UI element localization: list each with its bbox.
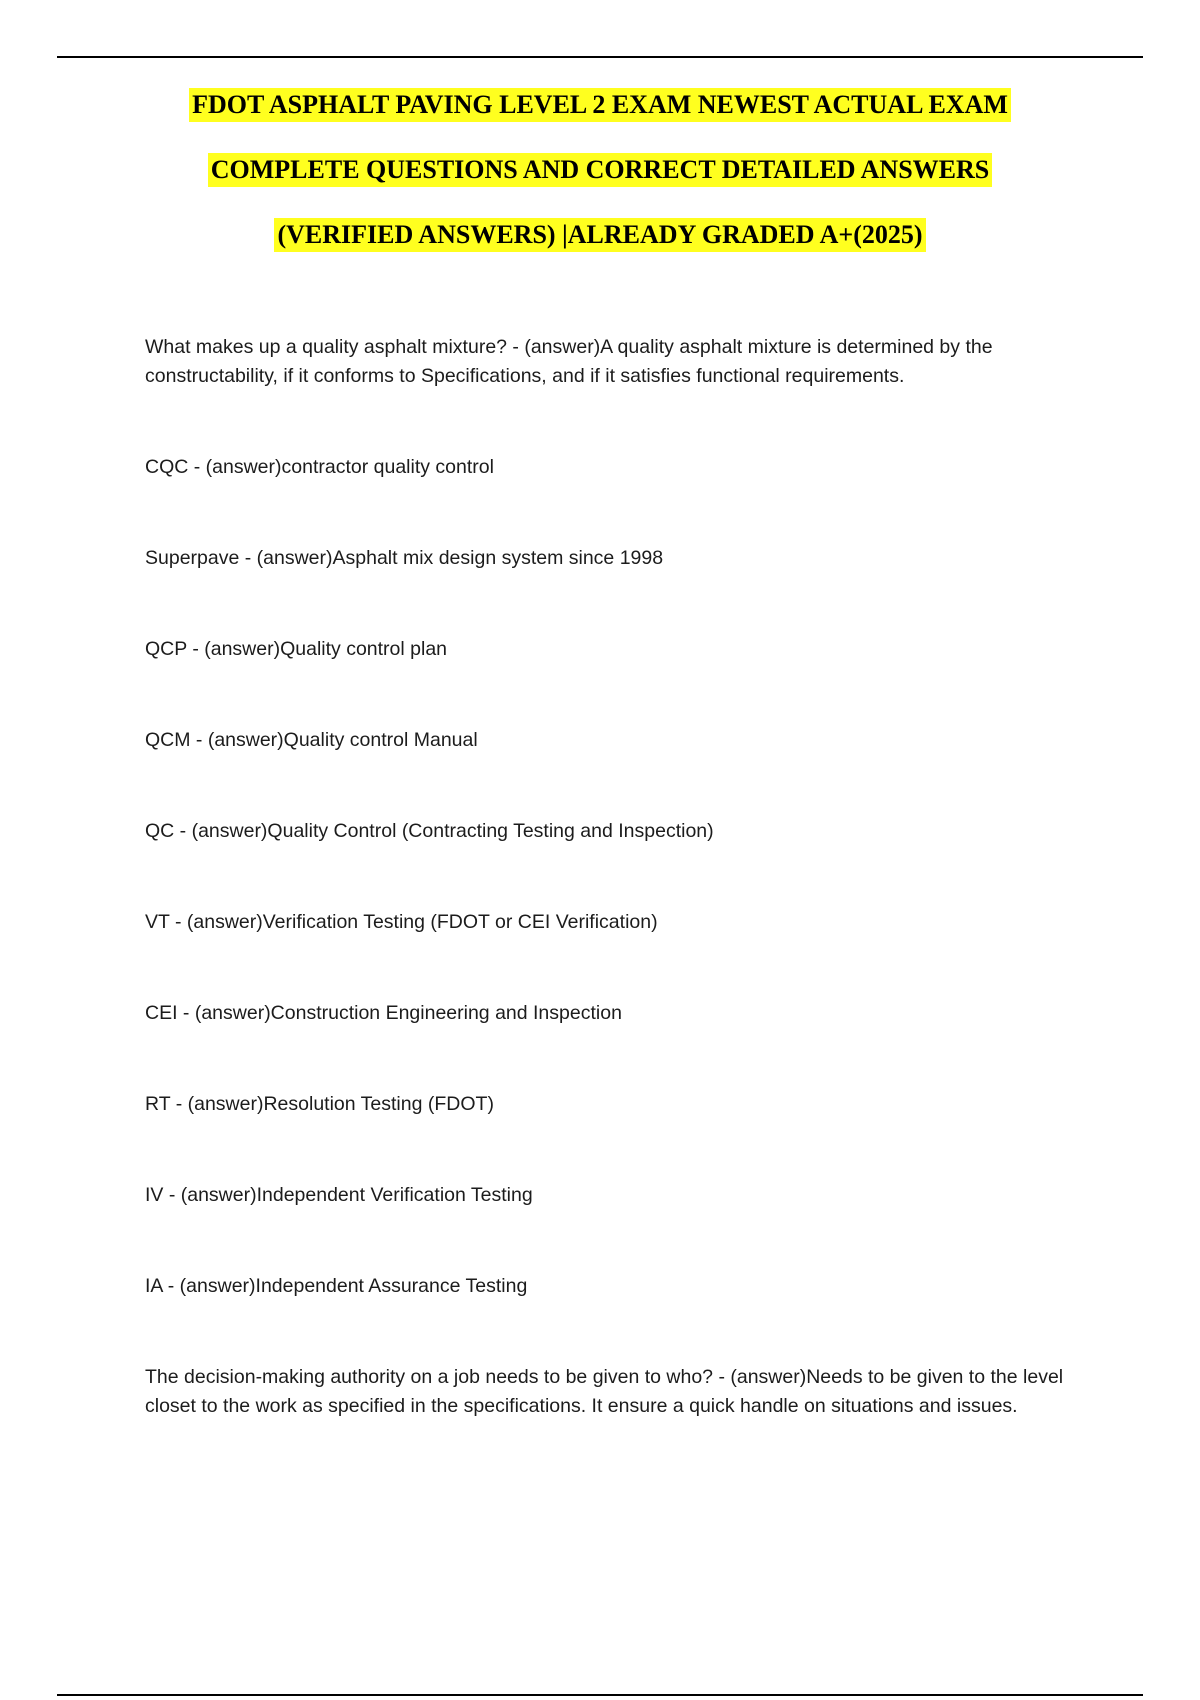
bottom-rule xyxy=(57,1694,1143,1696)
title-line xyxy=(57,72,1143,137)
qa-item: What makes up a quality asphalt mixture? - (answer)A quality asphalt mixture is determined by the constructability, if it conforms to Specifications, and if it satisfies functional requirements. xyxy=(145,336,993,387)
document-title xyxy=(57,72,1143,267)
qa-item: QCM - (answer)Quality control Manual xyxy=(145,729,478,751)
qa-item: IA - (answer)Independent Assurance Testing xyxy=(145,1275,528,1297)
qa-item: CQC - (answer)contractor quality control xyxy=(145,456,494,478)
qa-item: QCP - (answer)Quality control plan xyxy=(145,638,448,660)
title-line xyxy=(57,202,1143,267)
qa-item: VT - (answer)Verification Testing (FDOT or CEI Verification) xyxy=(145,911,658,933)
title-line-3: (VERIFIED ANSWERS) |ALREADY GRADED A+(2025) xyxy=(274,218,925,252)
qa-list xyxy=(145,333,1065,1483)
title-line-2: COMPLETE QUESTIONS AND CORRECT DETAILED ANSWERS xyxy=(208,153,993,187)
title-line xyxy=(57,137,1143,202)
top-rule xyxy=(57,56,1143,58)
qa-item: QC - (answer)Quality Control (Contracting Testing and Inspection) xyxy=(145,820,714,842)
qa-item: IV - (answer)Independent Verification Testing xyxy=(145,1184,533,1206)
title-line-1: FDOT ASPHALT PAVING LEVEL 2 EXAM NEWEST ACTUAL EXAM xyxy=(189,88,1011,122)
qa-item: Superpave - (answer)Asphalt mix design system since 1998 xyxy=(145,547,664,569)
qa-item: RT - (answer)Resolution Testing (FDOT) xyxy=(145,1093,494,1115)
qa-item: CEI - (answer)Construction Engineering and Inspection xyxy=(145,1002,622,1024)
qa-item: The decision-making authority on a job needs to be given to who? - (answer)Needs to be given to the level closet to the work as specified in the specifications. It ensure a quick handle on situations and issues. xyxy=(145,1366,1064,1417)
